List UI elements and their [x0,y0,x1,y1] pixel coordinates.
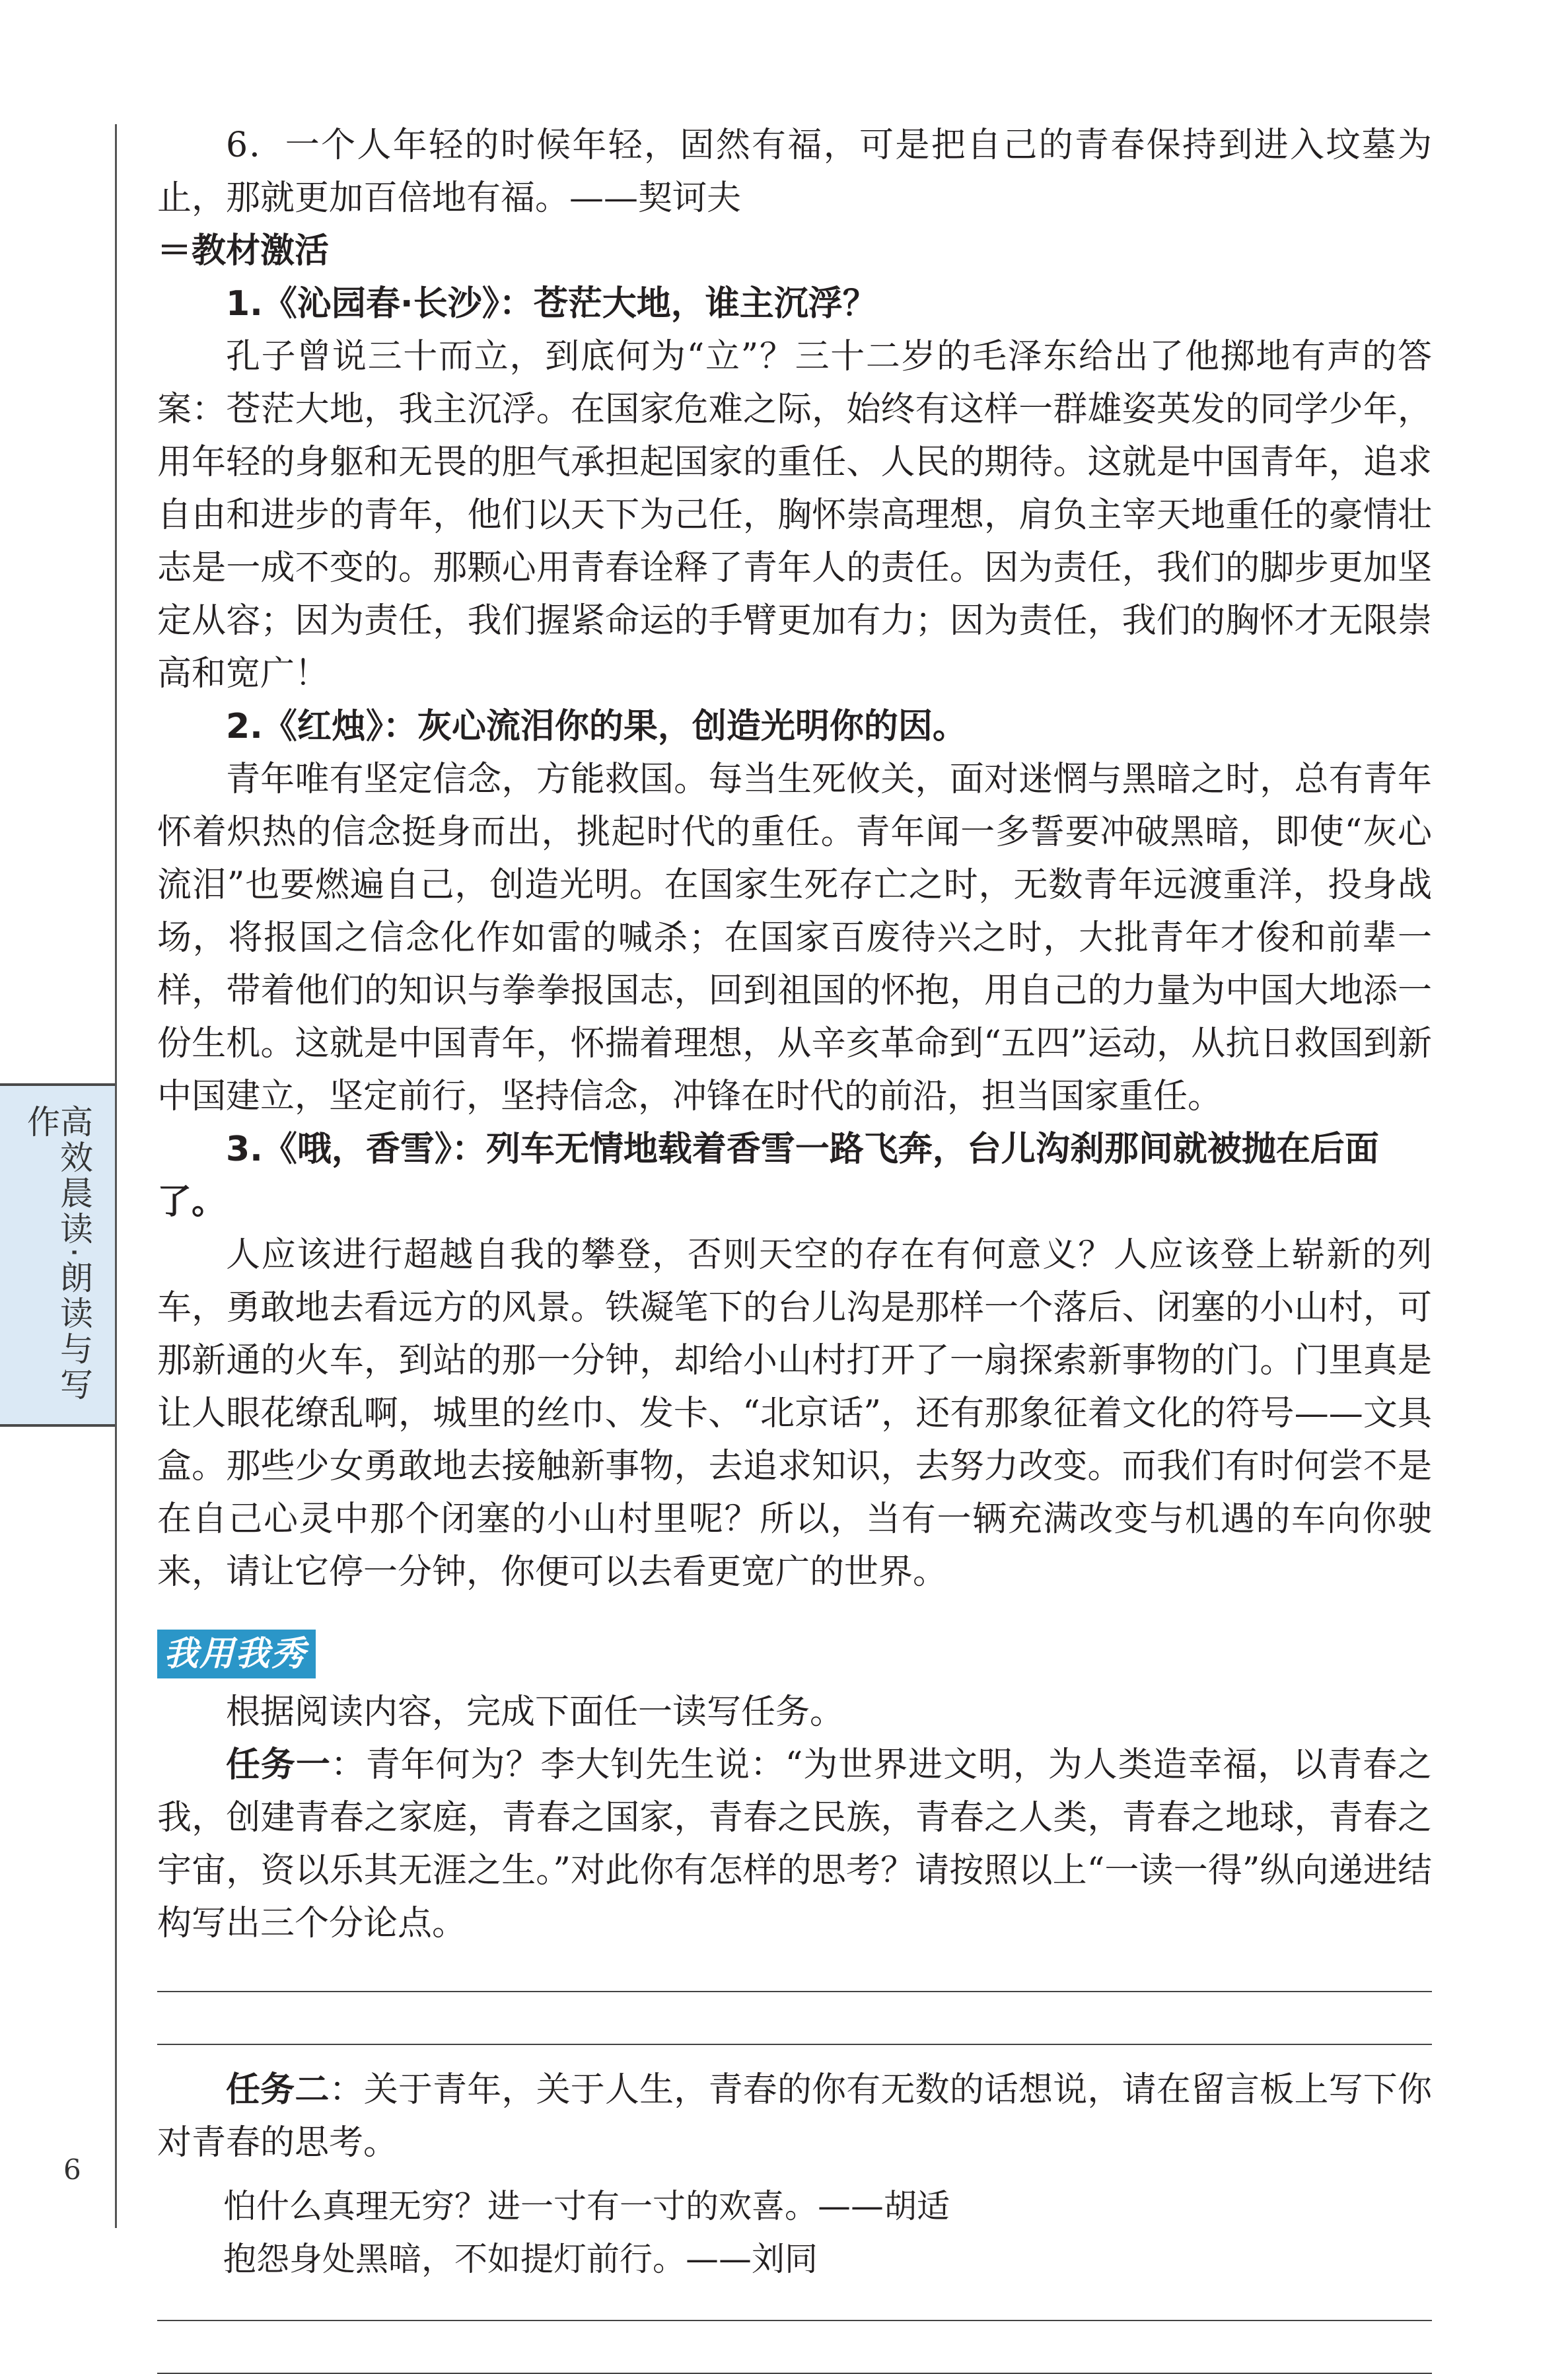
task-1 [157,1739,1432,1950]
item-3-title: 3.《哦，香雪》：列车无情地载着香雪一路飞奔，台儿沟刹那间就被抛在后面了。 [157,1130,1379,1222]
section-badge: 我用我秀 [157,1630,316,1678]
task-2-label: 任务二 [226,2070,330,2110]
quote-liutong: 抱怨身处黑暗，不如提灯前行。——刘同 [223,2240,818,2278]
item-2-title: 2.《红烛》：灰心流泪你的果，创造光明你的因。 [226,707,967,746]
item-1-title: 1.《沁园春·长沙》：苍茫大地，谁主沉浮？ [226,284,877,324]
task-1-label: 任务一 [226,1745,331,1785]
badge-row [157,1628,1432,1680]
item-3-body: 人应该进行超越自我的攀登，否则天空的存在有何意义？人应该登上崭新的列车，勇敢地去看远方的风景。铁凝笔下的台儿沟是那样一个落后、闭塞的小山村，可那新通的火车，到站的那一分钟，却给小山村打开了一扇探索新事物的门。门里真是让人眼花缭乱啊，城里的丝巾、发卡、“北京话”，还有那象征着文化的符号——文具盒。那些少女勇敢地去接触新事物，去追求知识，去努力改变。而我们有时何尝不是在自己心灵中那个闭塞的小山村里呢？所以，当有一辆充满改变与机遇的车向你驶来，请让它停一分钟，你便可以去看更宽广的世界。 [157,1235,1432,1592]
task-1-text: ：青年何为？李大钊先生说：“为世界进文明，为人类造幸福，以青春之我，创建青春之家庭，青春之国家，青春之民族，青春之人类，青春之地球，青春之宇宙，资以乐其无涯之生。”对此你有怎样的思考？请按照以上“一读一得”纵向递进结构写出三个分论点。 [157,1745,1432,1943]
task-2-text: ：关于青年，关于人生，青春的你有无数的话想说，请在留言板上写下你对青春的思考。 [157,2070,1432,2163]
item-2-body: 青年唯有坚定信念，方能救国。每当生死攸关，面对迷惘与黑暗之时，总有青年怀着炽热的信念挺身而出，挑起时代的重任。青年闻一多誓要冲破黑暗，即使“灰心流泪”也要燃遍自己，创造光明。在国家生死存亡之时，无数青年远渡重洋，投身战场，将报国之信念化作如雷的喊杀；在国家百废待兴之时，大批青年才俊和前辈一样，带着他们的知识与拳拳报国志，回到祖国的怀抱，用自己的力量为中国大地添一份生机。这就是中国青年，怀揣着理想，从辛亥革命到“五四”运动，从抗日救国到新中国建立，坚定前行，坚持信念，冲锋在时代的前沿，担当国家重任。 [157,760,1432,1116]
task-2 [157,2064,1432,2169]
quote-hushi: 怕什么真理无穷？进一寸有一寸的欢喜。——胡适 [223,2187,950,2225]
page-number: 6 [63,2153,81,2186]
section-heading: ＝教材激活 [157,231,330,271]
quote-6: 6．一个人年轻的时候年轻，固然有福，可是把自己的青春保持到进入坟墓为止，那就更加百倍地有福。——契诃夫 [157,126,1432,218]
page-content [157,119,1432,2374]
item-1-body: 孔子曾说三十而立，到底何为“立”？三十二岁的毛泽东给出了他掷地有声的答案：苍茫大地，我主沉浮。在国家危难之际，始终有这样一群雄姿英发的同学少年，用年轻的身躯和无畏的胆气承担起国家的重任、人民的期待。这就是中国青年，追求自由和进步的青年，他们以天下为己任，胸怀崇高理想，肩负主宰天地重任的豪情壮志是一成不变的。那颗心用青春诠释了青年人的责任。因为责任，我们的脚步更加坚定从容；因为责任，我们握紧命运的手臂更加有力；因为责任，我们的胸怀才无限崇高和宽广！ [157,337,1432,694]
side-tab-text: 高效晨读·朗读与写作 [22,1104,93,1403]
side-tab [0,1083,115,1427]
margin-rule [115,124,117,2228]
instruction: 根据阅读内容，完成下面任一读写任务。 [226,1692,845,1732]
